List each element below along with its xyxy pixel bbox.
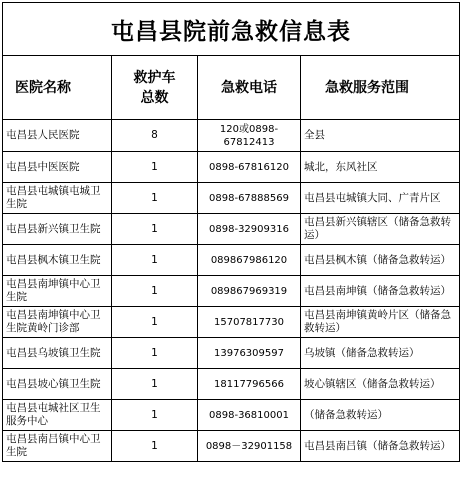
count-cell: 8: [112, 120, 198, 152]
count-cell: 1: [112, 214, 198, 245]
phone-cell: 0898-67816120: [198, 152, 301, 183]
table-row: [3, 400, 460, 431]
service-cell: 城北，东风社区: [301, 152, 460, 183]
header-row: [3, 56, 460, 120]
phone-cell: 0898-32909316: [198, 214, 301, 245]
count-cell: 1: [112, 276, 198, 307]
service-cell: 屯昌县新兴镇辖区（储备急救转运）: [301, 214, 460, 245]
service-cell: （储备急救转运）: [301, 400, 460, 431]
table-row: [3, 120, 460, 152]
table-row: [3, 152, 460, 183]
phone-cell: 13976309597: [198, 338, 301, 369]
emergency-info-table: [2, 2, 460, 462]
table-row: [3, 431, 460, 462]
count-cell: 1: [112, 245, 198, 276]
phone-cell: 0898－32901158: [198, 431, 301, 462]
service-cell: 屯昌县南坤镇（储备急救转运）: [301, 276, 460, 307]
phone-cell: 089867969319: [198, 276, 301, 307]
hospital-cell: 屯昌县南吕镇中心卫生院: [3, 431, 112, 462]
service-cell: 屯昌县枫木镇（储备急救转运）: [301, 245, 460, 276]
table-row: [3, 276, 460, 307]
phone-cell: 089867986120: [198, 245, 301, 276]
hospital-cell: 屯昌县枫木镇卫生院: [3, 245, 112, 276]
phone-cell: 15707817730: [198, 307, 301, 338]
phone-cell: 120或0898-67812413: [198, 120, 301, 152]
header-ambulance-line2: 总数: [140, 89, 169, 106]
table-title: 屯昌县院前急救信息表: [3, 3, 460, 56]
service-cell: 屯昌县屯城镇大同、广青片区: [301, 183, 460, 214]
table-row: [3, 214, 460, 245]
count-cell: 1: [112, 369, 198, 400]
count-cell: 1: [112, 152, 198, 183]
header-service: 急救服务范围: [301, 56, 460, 120]
service-cell: 全县: [301, 120, 460, 152]
hospital-cell: 屯昌县南坤镇中心卫生院黄岭门诊部: [3, 307, 112, 338]
hospital-cell: 屯昌县新兴镇卫生院: [3, 214, 112, 245]
service-cell: 坡心镇辖区（储备急救转运）: [301, 369, 460, 400]
header-ambulance-count: [112, 56, 198, 120]
count-cell: 1: [112, 400, 198, 431]
phone-cell: 18117796566: [198, 369, 301, 400]
count-cell: 1: [112, 431, 198, 462]
table-row: [3, 307, 460, 338]
header-phone: 急救电话: [198, 56, 301, 120]
table-row: [3, 369, 460, 400]
service-cell: 屯昌县南吕镇（储备急救转运）: [301, 431, 460, 462]
count-cell: 1: [112, 338, 198, 369]
hospital-cell: 屯昌县中医医院: [3, 152, 112, 183]
service-cell: 乌坡镇（储备急救转运）: [301, 338, 460, 369]
header-hospital: 医院名称: [3, 56, 112, 120]
count-cell: 1: [112, 307, 198, 338]
phone-cell: 0898-67888569: [198, 183, 301, 214]
hospital-cell: 屯昌县屯城社区卫生服务中心: [3, 400, 112, 431]
phone-cell: 0898-36810001: [198, 400, 301, 431]
hospital-cell: 屯昌县坡心镇卫生院: [3, 369, 112, 400]
hospital-cell: 屯昌县南坤镇中心卫生院: [3, 276, 112, 307]
hospital-cell: 屯昌县屯城镇屯城卫生院: [3, 183, 112, 214]
table-row: [3, 245, 460, 276]
count-cell: 1: [112, 183, 198, 214]
service-cell: 屯昌县南坤镇黄岭片区（储备急救转运）: [301, 307, 460, 338]
hospital-cell: 屯昌县乌坡镇卫生院: [3, 338, 112, 369]
table-row: [3, 338, 460, 369]
header-ambulance-line1: 救护车: [133, 69, 176, 86]
table-row: [3, 183, 460, 214]
info-sheet: [2, 2, 459, 487]
hospital-cell: 屯昌县人民医院: [3, 120, 112, 152]
